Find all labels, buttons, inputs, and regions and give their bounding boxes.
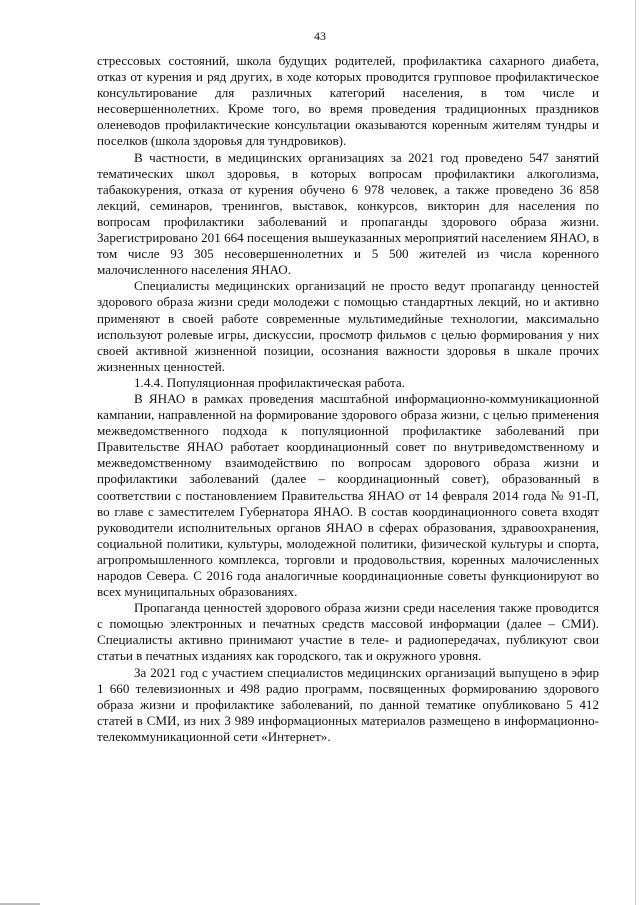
body-text (97, 53, 599, 745)
paragraph-broadcasts: За 2021 год с участием специалистов медицинских организаций выпущено в эфир 1 660 телевизионных и 498 радио программ, посвященных формированию здорового образа жизни и профилактике заболеваний, по данной тематике опубликовано 5 412 статей в СМИ, из них 3 989 информационных материалов размещено в информационно-телекоммуникационной сети «Интернет». (97, 664, 599, 744)
page-edge (635, 0, 636, 905)
paragraph-2021-statistics: В частности, в медицинских организациях за 2021 год проведено 547 занятий тематических школ здоровья, в которых вопросам профилактики алкоголизма, табакокурения, отказа от курения обучено 6 978 человек, а также проведено 36 858 лекций, семинаров, тренингов, выставок, конкурсов, викторин для населения по вопросам профилактики заболеваний и пропаганды здорового образа жизни. Зарегистрировано 201 664 посещения вышеуказанных мероприятий населением ЯНАО, в том числе 93 305 несовершеннолетних и 5 500 жителей из числа коренного малочисленного населения ЯНАО. (97, 149, 599, 278)
paragraph-media: Пропаганда ценностей здорового образа жизни среди населения также проводится с помощью электронных и печатных средств массовой информации (далее – СМИ). Специалисты активно принимают участие в теле- и радиопередачах, публикуют свои статьи в печатных изданиях как городского, так и окружного уровня. (97, 600, 599, 664)
paragraph-multimedia: Специалисты медицинских организаций не просто ведут пропаганду ценностей здорового образа жизни среди молодежи с помощью стандартных лекций, но и активно применяют в своей работе современные мультимедийные технологии, максимально используют ролевые игры, дискуссии, просмотр фильмов с целью формирования у них своей активной жизненной позиции, осознания важности здоровья в шкале прочих жизненных ценностей. (97, 278, 599, 374)
section-heading: 1.4.4. Популяционная профилактическая работа. (134, 374, 405, 390)
paragraph-health-schools: стрессовых состояний, школа будущих родителей, профилактика сахарного диабета, отказ от курения и ряд других, в ходе которых проводится групповое профилактическое консультирование для различных категорий населения, в том числе и несовершеннолетних. Кроме того, во время проведения традиционных праздников оленеводов профилактические консультации оказываются коренным жителям тундры и поселков (школа здоровья для тундровиков). (97, 53, 599, 149)
paragraph-coordination-council: В ЯНАО в рамках проведения масштабной информационно-коммуникационной кампании, направленной на формирование здорового образа жизни, с целью применения межведомственного подхода к популяционной профилактике заболеваний при Правительстве ЯНАО работает координационный совет по внутриведомственному и межведомственному взаимодействию по вопросам здорового образа жизни и профилактики заболеваний (далее – координационный совет), образованный в соответствии с постановлением Правительства ЯНАО от 14 февраля 2014 года № 91-П, во главе с заместителем Губернатора ЯНАО. В состав координационного совета входят руководители исполнительных органов ЯНАО в сферах образования, здравоохранения, социальной политики, культуры, молодежной политики, физической культуры и спорта, агропромышленного комплекса, торговли и продовольствия, коренных малочисленных народов Севера. С 2016 года аналогичные координационные советы функционируют во всех муниципальных образованиях. (97, 390, 599, 600)
page-number: 43 (314, 29, 326, 43)
